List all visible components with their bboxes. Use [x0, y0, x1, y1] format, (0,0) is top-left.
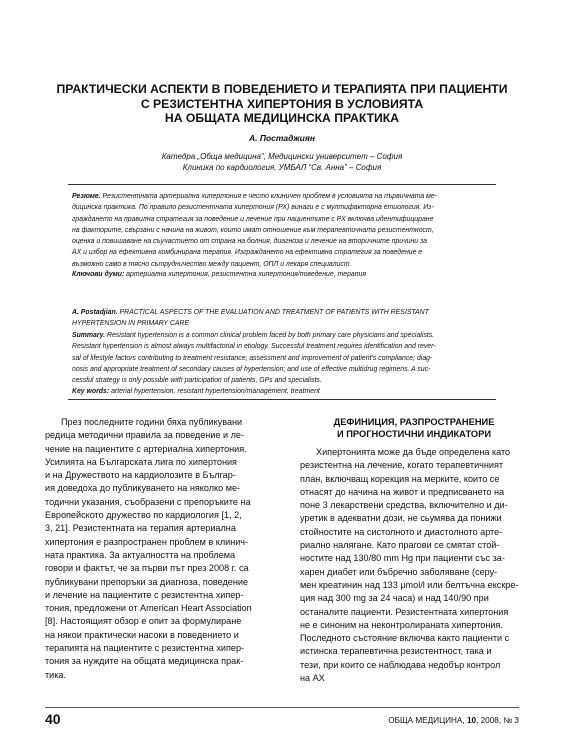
body-line: ната практика. За актуалността на проблема	[45, 549, 236, 560]
body-line: [8]. Настоящият обзор е опит за формулиране	[45, 616, 242, 627]
body-line: и лечение на пациентите с резистентна хипер-	[45, 589, 244, 600]
abstract-bg-line: граждането на правилна стратегия за поведение и лечение при пациентите с РХ включва идентифициране	[72, 215, 434, 223]
body-line: терапията на пациентите с резистентна хипер-	[45, 643, 245, 654]
affiliation-line: Клиника по кардиология, УМБАЛ “Св. Анна” – София	[182, 163, 382, 172]
body-line: тония, предложени от American Heart Association	[45, 603, 252, 614]
body-line: отнасят до начина на живот и предписването на	[300, 486, 505, 497]
body-line: тодични указания, съобразени с препоръките на	[45, 496, 251, 507]
title-line: С РЕЗИСТЕНТНА ХИПЕРТОНИЯ В УСЛОВИЯТА	[140, 96, 424, 111]
abstract-en-label: Summary.	[72, 332, 106, 339]
keywords-bg	[72, 269, 496, 280]
body-right-column	[300, 446, 528, 685]
body-line: публикувани препоръки за диагноза, поведение	[45, 576, 249, 587]
affiliations	[50, 151, 514, 173]
abstract-en	[72, 330, 496, 386]
journal-citation	[388, 716, 519, 725]
body-line: Хипертонията може да бъде определена като	[316, 447, 511, 457]
body-line: Последното състояние включва както пациенти с	[300, 633, 510, 644]
body-line: уретик в адекватни дози, не сьумява да понижи	[300, 513, 502, 524]
abstract-en-line: sal of lifestyle factors contributing to treatment resistance; assessment and improvement of patient’s compliance; diag-	[72, 354, 433, 362]
body-line: През последните години бяха публикувани	[61, 417, 243, 427]
abstract-bg-line: АХ и избор на ефективна комбинирана терапия. Изграждането на ефективна стратегия за поведение е	[72, 249, 423, 257]
body-line: хипертония е разпространен проблем в клинич-	[45, 536, 249, 547]
body-line: мен креатинин над 133 μmol/l или белтъчна екскре-	[300, 579, 519, 590]
author-name: А. Постаджиян	[248, 133, 316, 143]
body-line: резистентна на лечение, когато терапевтичният	[300, 460, 504, 471]
abstract-bg	[72, 191, 496, 270]
article-title	[50, 82, 514, 126]
body-line: говори и фактът, че за първи път през 2008 г. са	[45, 563, 249, 574]
body-line: ия доведоха до публикуването на няколко ме-	[45, 483, 241, 494]
body-line: стойностите на систолното и диастолното арте-	[300, 526, 503, 537]
abstract-bg-line: на факторите, свързани с начина на живот, които имат отношение към терапевтичната резистентност,	[72, 226, 434, 234]
body-line: чение на пациентите с артериална хипертония.	[45, 443, 247, 454]
journal-volume: 10	[466, 716, 477, 725]
abstract-en-line: Resistant hypertension is a common clinical problem faced by both primary care physicians and specialists.	[105, 332, 435, 339]
body-line: тика.	[45, 669, 67, 680]
body-left-column	[45, 416, 273, 682]
body-line: не е синоним на неконтролираната хипертония.	[300, 619, 503, 630]
abstract-bg-line: възможно само в тясно сътрудничество между пациент, ОПЛ и лекаря специалист.	[72, 260, 352, 268]
body-line: и на Дружеството на кардиолозите в Българ-	[45, 470, 236, 481]
abstract-bottom-rule	[68, 399, 496, 400]
body-line: 3, 21]. Резистентната на терапия артериална	[45, 523, 236, 534]
section-heading-line: ДЕФИНИЦИЯ, РАЗПРОСТРАНЕНИЕ	[333, 417, 495, 427]
abstract-en-title-line: HYPERTENSION IN PRIMARY CARE	[72, 320, 190, 328]
body-line: на АХ	[300, 673, 325, 684]
body-line: план, включващ корекция на мерките, които се	[300, 473, 500, 484]
abstract-bg-line: оценка и повишаване на съучастието от страна на болния, диагноза и лечение на вторичните причини за	[72, 238, 427, 246]
section-heading-line: И ПРОГНОСТИЧНИ ИНДИКАТОРИ	[336, 429, 491, 439]
title-line: НА ОБЩАТА МЕДИЦИНСКА ПРАКТИКА	[164, 111, 400, 125]
abstract-bg-label: Резюме.	[72, 193, 101, 200]
affiliation-line: Катедра „Обща медицина“, Медицински университет – София	[161, 152, 403, 161]
abstract-en-author: A. Postadjian.	[72, 309, 118, 316]
body-line: поне 3 лекарствени средства, включително и ди-	[300, 500, 508, 511]
body-line: ция над 300 mg за 24 часа) и над 140/90 при	[300, 593, 489, 604]
journal-year-issue: , 2008, № 3	[476, 716, 519, 725]
body-line: останалите пациенти. Резистентната хипертония	[300, 606, 509, 617]
abstract-en-title	[72, 307, 496, 330]
section-heading	[300, 416, 528, 440]
abstract-en-line: Resistant hypertension is almost always multifactorial in etiology. Successful treatment requires identification and rever-	[72, 343, 436, 351]
abstract-en-title-line: PRACTICAL ASPECTS OF THE EVALUATION AND TREATMENT OF PATIENTS WITH RESISTANT	[117, 309, 429, 316]
abstract-en-line: nosis and appropriate treatment of secondary causes of hypertension; and use of effective multidrug regimens. A suc-	[72, 365, 431, 373]
keywords-en-label: Key words:	[72, 388, 110, 395]
keywords-bg-text: артериална хипертония, резистентна хипертония/поведение, терапия	[124, 271, 366, 278]
body-line: риално налягане. Като прагови се смятат стой-	[300, 540, 500, 551]
body-line: Европейското дружество по кардиология [1, 2,	[45, 510, 242, 521]
body-line: харен диабет или бъбречно заболяване (серу-	[300, 566, 498, 577]
abstract-bg-line: Резистентната артериална хипертония е често клиничен проблем в условията на първичната ме-	[100, 193, 437, 200]
body-line: ностите над 130/80 mm Hg при пациенти със за-	[300, 553, 505, 564]
body-line: на някои практически насоки в поведението и	[45, 629, 239, 640]
body-line: редица методични правила за поведение и ле-	[45, 430, 244, 441]
keywords-en-text: arterial hypertension, resistant hypertension/management, treatment	[109, 388, 320, 395]
keywords-en	[72, 386, 496, 397]
title-line: ПРАКТИЧЕСКИ АСПЕКТИ В ПОВЕДЕНИЕТО И ТЕРАПИЯТА ПРИ ПАЦИЕНТИ	[56, 82, 508, 96]
abstract-top-rule	[68, 184, 496, 185]
abstract-en-line: cessful strategy is only possible with participation of patients, GPs and specialists.	[72, 377, 322, 385]
body-line: Усилията на Българската лига по хипертония	[45, 456, 237, 467]
footer-rule	[45, 707, 519, 708]
page-number: 40	[45, 711, 61, 727]
keywords-bg-label: Ключови думи:	[72, 271, 125, 278]
body-line: истинска терапевтична резистентност, така и	[300, 646, 492, 657]
body-line: тези, при които се наблюдава недобър контрол	[300, 659, 501, 670]
journal-name: ОБЩА МЕДИЦИНА,	[388, 716, 465, 725]
abstract-bg-line: дицинска практика. По правило резистентната хипертония (РХ) винаги е с мултифакторна етиология. Из-	[72, 204, 434, 212]
body-line: тония за нуждите на общата медицинска прак-	[45, 656, 244, 667]
